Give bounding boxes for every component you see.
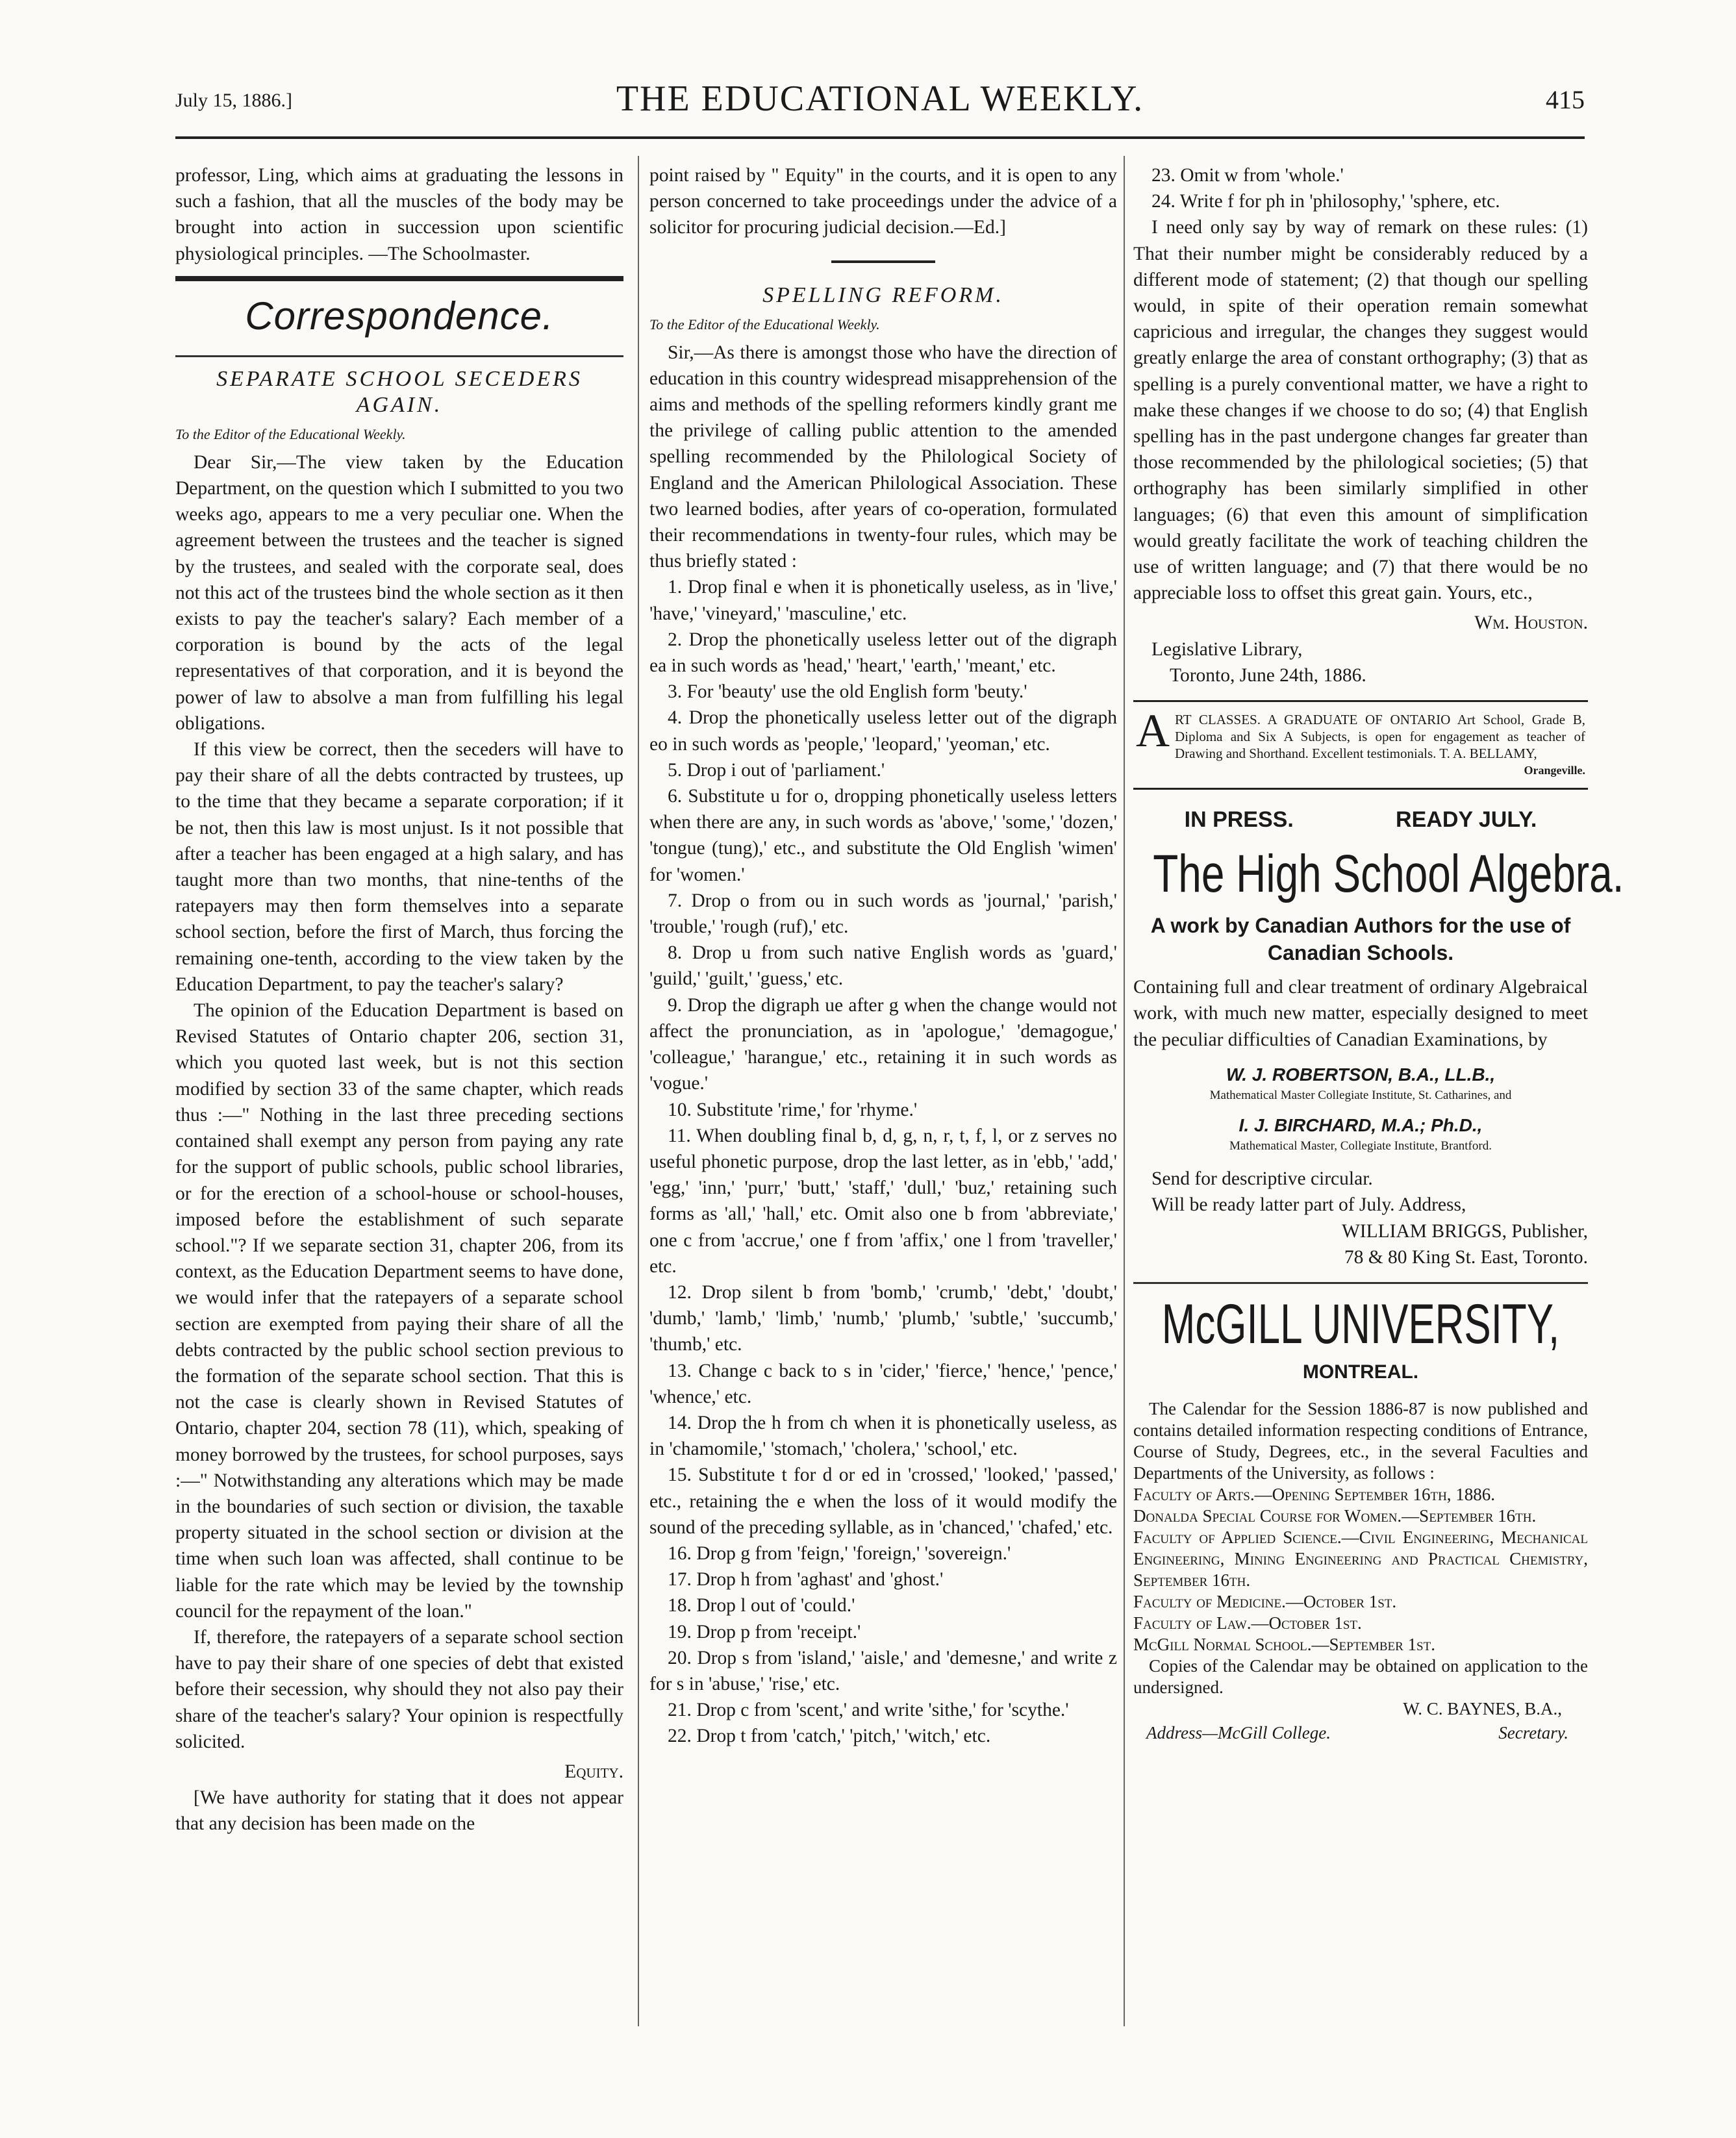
art-ad-name: T. A. BELLAMY, (1439, 746, 1537, 762)
rule-item: 23. Omit w from 'whole.' (1151, 165, 1344, 186)
masthead (162, 78, 1598, 123)
drop-cap: A (1136, 705, 1170, 757)
rule-item: 2. Drop the phonetically useless letter out of the digraph ea in such words as 'head,' 'heart,' 'earth,' 'meant,' etc. (649, 629, 1117, 677)
mcgill-address: Address—McGill College. (1146, 1723, 1331, 1743)
rule-item: 8. Drop u from such native English words as 'guard,' 'guild,' 'guilt,' 'guess,' etc. (649, 942, 1117, 990)
mcgill-secretary: Secretary. (1498, 1723, 1568, 1743)
rule-item: 21. Drop c from 'scent,' and write 'sithe,' for 'scythe.' (668, 1700, 1069, 1721)
author-name: W. J. ROBERTSON, B.A., LL.B., (1226, 1064, 1496, 1085)
mcgill-ad-subtitle: MONTREAL. (1302, 1361, 1419, 1383)
rule-item: 1. Drop final e when it is phonetically useless, as in 'live,' 'have,' 'vineyard,' 'masculine,' etc. (649, 577, 1117, 624)
rule-item: 22. Drop t from 'catch,' 'pitch,' 'witch,' etc. (668, 1726, 991, 1747)
article-separator (831, 260, 935, 263)
rule-item: 5. Drop i out of 'parliament.' (668, 759, 885, 781)
column-divider (1124, 156, 1125, 2026)
art-classes-ad (1133, 700, 1588, 790)
rule-item: 9. Drop the digraph ue after g when the change would not affect the pronunciation, as in 'apologue,' 'demagogue,' 'colleague,' 'harangue,' etc., retaining it in such words as 'vogue.' (649, 994, 1117, 1094)
editor-note-continuation: point raised by " Equity" in the courts, and it is open to any person concerned to take proceedings under the advice of a solicitor for procuring judicial decision.—Ed.] (649, 165, 1117, 238)
in-press-label: IN PRESS. (1184, 807, 1294, 833)
to-editor-line: To the Editor of the Educational Weekly. (175, 425, 406, 442)
opening-paragraph: professor, Ling, which aims at graduating the lessons in such a fashion, that all the muscles of the body may be brought into action in succession upon scientific physiological principles. —The Schoolmaster. (175, 165, 623, 264)
signature-location: Legislative Library, (1151, 638, 1303, 660)
to-editor-line: To the Editor of the Educational Weekly. (649, 316, 880, 333)
rule-item: 19. Drop p from 'receipt.' (668, 1621, 861, 1642)
column-2 (649, 162, 1117, 1750)
ready-july-label: READY JULY. (1396, 807, 1537, 833)
algebra-ad-title: The High School Algebra. (1153, 844, 1624, 904)
author-role: Mathematical Master Collegiate Institute, St. Catharines, and (1209, 1088, 1512, 1103)
letter-paragraph: The opinion of the Education Department is based on Revised Statutes of Ontario chapter 206, section 31, which you quoted last week, but is not this section modified by section 33 of the same chapter, which reads thus :—" Nothing in the last three preceding sections contained shall exempt any person from paying any rate for the support of public schools, public school libraries, or for the erection of a school-house or school-houses, imposed before the establishment of such separate school."? If we separate section 31, chapter 206, from its context, as the Education Department seems to have done, we would infer that the ratepayers of a separate school section are exempted from paying their share of all the debts contracted by the public school section previous to the formation of the separate school section. That this is not the case is clearly shown in Revised Statutes of Ontario, chapter 204, section 78 (11), which, speaking of money borrowed by the trustees, for school purposes, says :—" Notwithstanding any alterations which may be made in the boundaries of such section or division, the taxable property situated in the school section or division at the time when such loan was affected, shall continue to be liable for the rate which may be levied by the township council for the repayment of the loan." (175, 1000, 623, 1622)
column-divider (638, 156, 639, 2026)
rule-item: 15. Substitute t for d or ed in 'crossed,' 'looked,' 'passed,' etc., retaining the e when the loss of it would modify the sound of the preceding syllable, as in 'chanced,' 'chafed,' etc. (649, 1465, 1117, 1538)
letter-paragraph: If, therefore, the ratepayers of a separate school section have to pay their share of one species of debt that existed before their secession, why should they not also pay their share of the teacher's salary? Your opinion is respectfully solicited. (175, 1626, 623, 1752)
rules-list (649, 574, 1117, 1749)
column-3 (1133, 162, 1624, 1744)
algebra-ad-subtitle: A work by Canadian Authors for the use of Canadian Schools. (1150, 914, 1571, 965)
mcgill-item: Faculty of Applied Science.—Civil Engineering, Mechanical Engineering, Mining Engineering and Practical Chemistry, September 16th. (1133, 1528, 1588, 1591)
rule-item: 4. Drop the phonetically useless letter out of the digraph eo in such words as 'people,' 'leopard,' 'yeoman,' etc. (649, 707, 1117, 755)
dateline: Toronto, June 24th, 1886. (1170, 664, 1366, 686)
mcgill-ad-body (1133, 1398, 1588, 1744)
art-ad-place: Orangeville. (1524, 764, 1585, 777)
article-signature: Wm. Houston. (1474, 612, 1588, 634)
section-rule (175, 276, 623, 281)
letter-paragraph: Dear Sir,—The view taken by the Education Department, on the question which I submitted to you two weeks ago, appears to me a very peculiar one. When the agreement between the trustees and the teacher is signed by the trustees, and sealed with the corporate seal, does not this act of the trustees bind the whole section as it then exists to pay the teacher's salary? Each member of a corporation is bound by the acts of the legal representatives of that corporation, and it is beyond the power of law to absolve a man from fulfilling his legal obligations. (175, 451, 623, 734)
mcgill-item: Faculty of Arts.—Opening September 16th, 1886. (1133, 1485, 1496, 1505)
algebra-ad-description: Containing full and clear treatment of ordinary Algebraical work, with much new matter, especially designed to meet the peculiar difficulties of Canadian Examinations, by (1133, 977, 1588, 1050)
mcgill-item: McGill Normal School.—September 1st. (1133, 1635, 1435, 1655)
publisher-address: 78 & 80 King St. East, Toronto. (1344, 1246, 1588, 1268)
mcgill-copies: Copies of the Calendar may be obtained on application to the undersigned. (1133, 1656, 1588, 1698)
mcgill-item: Faculty of Medicine.—October 1st. (1133, 1592, 1397, 1612)
title-rule (175, 355, 623, 357)
rule-item: 18. Drop l out of 'could.' (668, 1595, 855, 1616)
issue-date: July 15, 1886.] (175, 90, 292, 111)
masthead-rule (175, 136, 1585, 139)
rule-item: 6. Substitute u for o, dropping phonetically useless letters when there are any, in such words as 'above,' 'some,' 'dozen,' 'tongue (tung),' etc., and substitute the Old English 'wimen' for 'women.' (649, 786, 1117, 885)
column-1 (175, 162, 623, 1837)
rule-item: 20. Drop s from 'island,' 'aisle,' and 'demesne,' and write z for s in 'abuse,' 'rise,' etc. (649, 1647, 1117, 1694)
rule-item: 7. Drop o from ou in such words as 'journal,' 'parish,' 'trouble,' 'rough (ruf),' etc. (649, 890, 1117, 938)
editor-note: [We have authority for stating that it does not appear that any decision has been made on the (175, 1787, 623, 1835)
publisher-name: WILLIAM BRIGGS, Publisher, (1341, 1220, 1588, 1242)
rule-item: 13. Change c back to s in 'cider,' 'fierce,' 'hence,' 'pence,' 'whence,' etc. (649, 1360, 1117, 1407)
rule-item: 3. For 'beauty' use the old English form 'beuty.' (668, 681, 1027, 703)
mcgill-item: Faculty of Law.—October 1st. (1133, 1613, 1362, 1633)
ready-note: Will be ready latter part of July. Address, (1151, 1194, 1466, 1216)
publication-title: THE EDUCATIONAL WEEKLY. (616, 79, 1144, 119)
rule-item: 17. Drop h from 'aghast' and 'ghost.' (668, 1569, 944, 1591)
rule-item: 24. Write f for ph in 'philosophy,' 'sphere, etc. (1151, 191, 1500, 212)
send-circular: Send for descriptive circular. (1151, 1168, 1373, 1190)
section-title: Correspondence. (245, 294, 554, 338)
rule-item: 12. Drop silent b from 'bomb,' 'crumb,' 'debt,' 'doubt,' 'dumb,' 'lamb,' 'limb,' 'numb,' 'plumb,' 'subtle,' 'succumb,' 'thumb,' etc. (649, 1281, 1117, 1355)
mcgill-signature-name: W. C. BAYNES, B.A., (1403, 1699, 1562, 1719)
letter-signature: Equity. (564, 1761, 623, 1782)
author-role: Mathematical Master, Collegiate Institute, Brantford. (1229, 1139, 1492, 1153)
article-intro: Sir,—As there is amongst those who have the direction of education in this country widespread misapprehension of the aims and methods of the spelling reformers kindly grant me the privilege of calling public attention to the amended spelling recommended by the Philological Society of England and the American Philological Association. These two learned bodies, after years of co-operation, formulated their recommendations in twenty-four rules, which may be thus briefly stated : (649, 342, 1117, 572)
rule-item: 16. Drop g from 'feign,' 'foreign,' 'sovereign.' (668, 1542, 1011, 1564)
rule-item: 14. Drop the h from ch when it is phonetically useless, as in 'chamomile,' 'stomach,' 'cholera,' 'school,' etc. (649, 1412, 1117, 1460)
letter-paragraph: If this view be correct, then the seceders will have to pay their share of all the debts contracted by trustees, up to the time that they became a separate corporation; if it be not, then this law is most unjust. Is it not possible that after a teacher has been engaged at a high salary, and has taught more than two months, that nine-tenths of the ratepayers may then form themselves into a separate school section, before the first of March, thus forcing the remaining one-tenth, according to the view taken by the Education Department, to pay the teacher's salary? (175, 739, 623, 995)
article-title: SPELLING REFORM. (762, 283, 1004, 307)
mcgill-items (1133, 1484, 1588, 1655)
mcgill-item: Donalda Special Course for Women.—September 16th. (1133, 1506, 1537, 1526)
author-name: I. J. BIRCHARD, M.A.; Ph.D., (1239, 1115, 1483, 1136)
page-number: 415 (1546, 85, 1585, 114)
press-status-row (1133, 807, 1588, 833)
letter-title: SEPARATE SCHOOL SECEDERS AGAIN. (216, 366, 583, 417)
rule-item: 11. When doubling final b, d, g, n, r, t, f, l, or z serves no useful phonetic purpose, drop the last letter, as in 'ebb,' 'add,' 'egg,' 'inn,' 'purr,' 'butt,' 'staff,' 'dull,' 'buz,' retaining such forms as 'all,' 'hall,' etc. Omit also one b from 'abbreviate,' one c from 'accrue,' one f from 'affix,' one l from 'traveller,' etc. (649, 1125, 1117, 1277)
closing-paragraph: I need only say by way of remark on these rules: (1) That their number might be considerably reduced by a different mode of statement; (2) that though our spelling would, in spite of their operation remain somewhat capricious and irregular, the changes they suggest would greatly enlarge the area of constant orthography; (3) that as spelling is a purely conventional matter, we have a right to make these changes if we choose to do so; (4) that English spelling has in the past undergone changes far greater than those recommended by the philological societies; (5) that orthography has been similarly simplified in other languages; (6) that even this amount of simplification would greatly facilitate the work of teaching children the use of written language; and (7) that there would be no appreciable loss to offset this great gain. Yours, etc., (1133, 217, 1588, 604)
mcgill-signature-row (1133, 1722, 1588, 1744)
mcgill-ad-title: McGILL UNIVERSITY, (1161, 1293, 1560, 1356)
rule-item: 10. Substitute 'rime,' for 'rhyme.' (668, 1099, 918, 1120)
mcgill-intro: The Calendar for the Session 1886-87 is now published and contains detailed information respecting conditions of Entrance, Course of Study, Degrees, etc., in the several Faculties and Departments of the University, as follows : (1133, 1399, 1588, 1483)
ad-separator (1133, 1282, 1588, 1284)
art-ad-text: RT CLASSES. A GRADUATE OF ONTARIO Art School, Grade B, Diploma and Six A Subjects, is open for engagement as teacher of Drawing and Shorthand. Excellent testimonials. (1175, 712, 1585, 762)
